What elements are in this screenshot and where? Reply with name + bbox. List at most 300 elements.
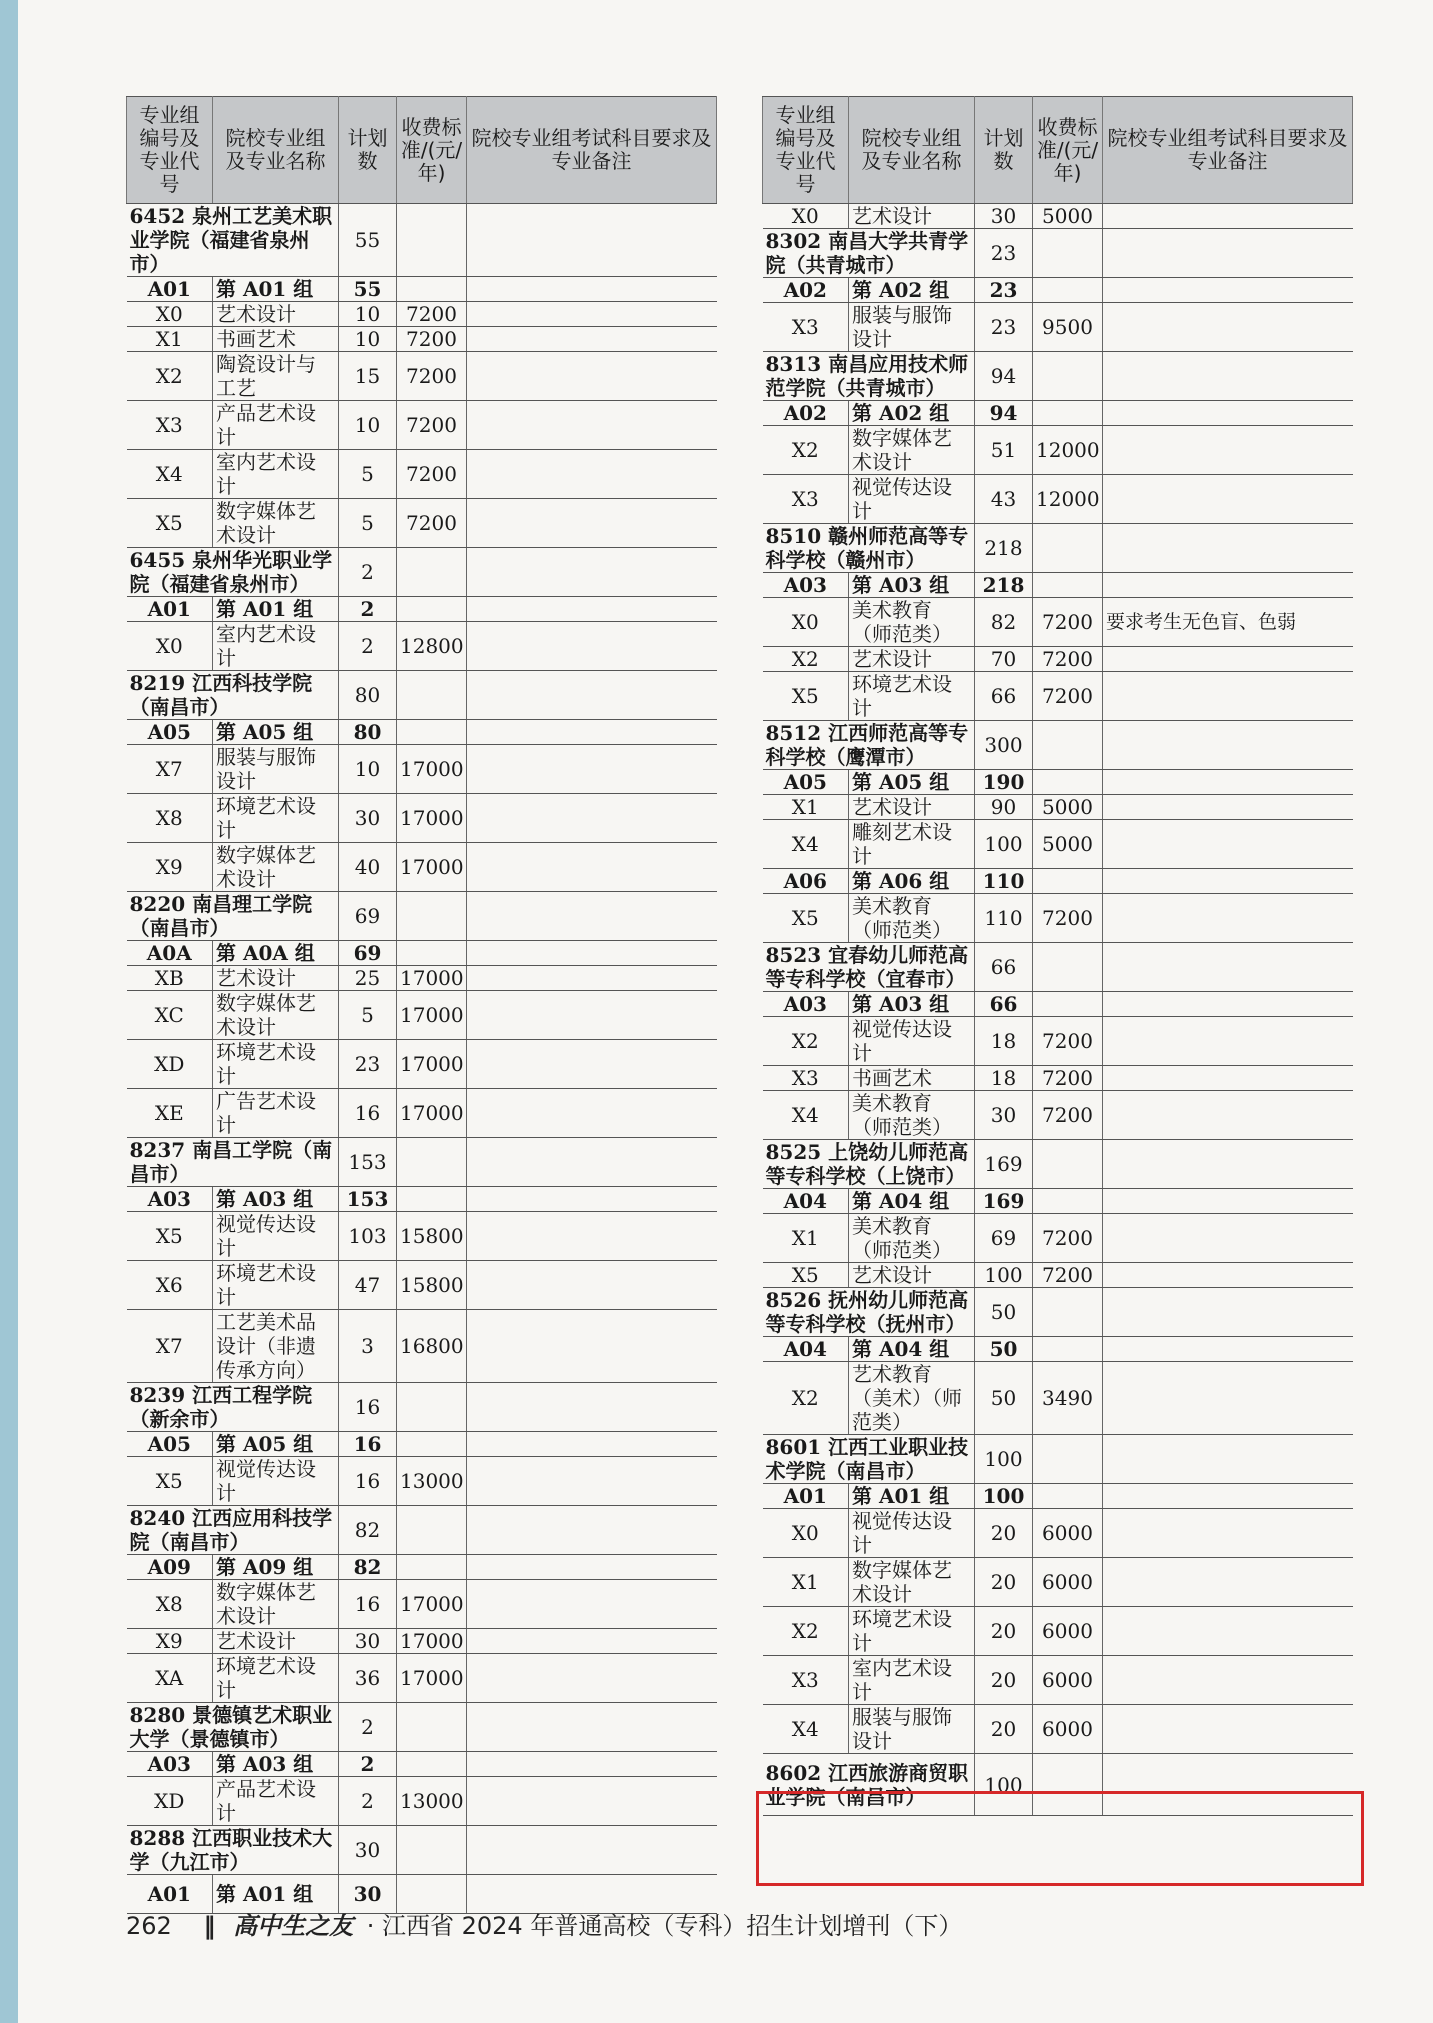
plan-count: 2 xyxy=(339,1777,397,1826)
school-name: 8313 南昌应用技术师范学院（共青城市） xyxy=(763,352,975,401)
fee-cell xyxy=(1033,1140,1103,1189)
notes-cell xyxy=(467,671,717,720)
plan-count: 169 xyxy=(975,1140,1033,1189)
fee-cell xyxy=(397,1187,467,1212)
fee-cell xyxy=(397,1383,467,1432)
fee-cell: 7200 xyxy=(1033,647,1103,672)
major-code: X1 xyxy=(127,327,213,352)
major-row xyxy=(763,1263,1353,1288)
plan-count: 36 xyxy=(339,1654,397,1703)
group-row xyxy=(127,1752,717,1777)
major-code: X3 xyxy=(763,303,849,352)
major-name: 视觉传达设计 xyxy=(849,1017,975,1066)
fee-cell xyxy=(1033,1435,1103,1484)
major-name: 产品艺术设计 xyxy=(213,401,339,450)
plan-count: 94 xyxy=(975,401,1033,426)
notes-cell xyxy=(1103,943,1353,992)
plan-count: 10 xyxy=(339,327,397,352)
plan-table-right xyxy=(762,96,1353,1816)
major-name: 视觉传达设计 xyxy=(213,1212,339,1261)
major-code: X4 xyxy=(127,450,213,499)
major-name: 第 A01 组 xyxy=(849,1484,975,1509)
plan-count: 20 xyxy=(975,1509,1033,1558)
major-name: 第 A05 组 xyxy=(213,1432,339,1457)
major-row xyxy=(763,1091,1353,1140)
major-code: A02 xyxy=(763,278,849,303)
plan-count: 18 xyxy=(975,1066,1033,1091)
major-name: 第 A04 组 xyxy=(849,1337,975,1362)
fee-cell: 6000 xyxy=(1033,1558,1103,1607)
fee-cell: 12800 xyxy=(397,622,467,671)
fee-cell xyxy=(1033,401,1103,426)
notes-cell xyxy=(467,302,717,327)
major-name: 陶瓷设计与工艺 xyxy=(213,352,339,401)
school-name: 8237 南昌工学院（南昌市） xyxy=(127,1138,339,1187)
plan-count: 2 xyxy=(339,1703,397,1752)
plan-count: 10 xyxy=(339,401,397,450)
notes-cell xyxy=(1103,1214,1353,1263)
major-name: 第 A09 组 xyxy=(213,1555,339,1580)
notes-cell xyxy=(1103,1484,1353,1509)
major-name: 视觉传达设计 xyxy=(849,1509,975,1558)
major-name: 服装与服饰设计 xyxy=(849,303,975,352)
fee-cell xyxy=(397,1138,467,1187)
major-code: A01 xyxy=(127,597,213,622)
school-row xyxy=(763,1435,1353,1484)
notes-cell xyxy=(467,597,717,622)
group-row xyxy=(127,277,717,302)
fee-cell: 7200 xyxy=(1033,598,1103,647)
major-row xyxy=(127,1089,717,1138)
table-body-left xyxy=(127,204,717,1914)
major-code: A05 xyxy=(763,770,849,795)
major-name: 美术教育（师范类） xyxy=(849,1214,975,1263)
fee-cell: 7200 xyxy=(1033,672,1103,721)
notes-cell xyxy=(467,1654,717,1703)
major-row xyxy=(763,426,1353,475)
group-row xyxy=(763,869,1353,894)
school-name: 6455 泉州华光职业学院（福建省泉州市） xyxy=(127,548,339,597)
major-name: 第 A01 组 xyxy=(213,1875,339,1914)
major-row xyxy=(763,1066,1353,1091)
fee-cell xyxy=(397,1826,467,1875)
major-row xyxy=(127,991,717,1040)
notes-cell xyxy=(1103,1017,1353,1066)
major-code: XC xyxy=(127,991,213,1040)
notes-cell xyxy=(467,450,717,499)
plan-count: 110 xyxy=(975,894,1033,943)
plan-count: 110 xyxy=(975,869,1033,894)
notes-cell xyxy=(467,843,717,892)
notes-cell xyxy=(1103,524,1353,573)
header-plan: 计划数 xyxy=(339,97,397,204)
notes-cell xyxy=(1103,1705,1353,1754)
plan-count: 20 xyxy=(975,1656,1033,1705)
school-row xyxy=(127,204,717,277)
fee-cell: 5000 xyxy=(1033,820,1103,869)
fee-cell: 13000 xyxy=(397,1457,467,1506)
page-footer xyxy=(126,1906,962,1941)
fee-cell xyxy=(1033,352,1103,401)
plan-count: 50 xyxy=(975,1362,1033,1435)
fee-cell: 17000 xyxy=(397,1580,467,1629)
school-row xyxy=(127,1506,717,1555)
notes-cell xyxy=(1103,204,1353,229)
plan-count: 94 xyxy=(975,352,1033,401)
group-row xyxy=(127,720,717,745)
notes-cell xyxy=(467,1580,717,1629)
fee-cell xyxy=(1033,278,1103,303)
plan-count: 80 xyxy=(339,671,397,720)
major-row xyxy=(763,647,1353,672)
notes-cell xyxy=(467,499,717,548)
major-code: A04 xyxy=(763,1189,849,1214)
fee-cell xyxy=(1033,869,1103,894)
major-row xyxy=(127,327,717,352)
school-row xyxy=(127,548,717,597)
plan-count: 66 xyxy=(975,672,1033,721)
fee-cell xyxy=(397,1752,467,1777)
notes-cell xyxy=(467,327,717,352)
major-name: 第 A06 组 xyxy=(849,869,975,894)
publication-title: · 江西省 2024 年普通高校（专科）招生计划增刊（下） xyxy=(366,1912,963,1940)
notes-cell xyxy=(1103,894,1353,943)
notes-cell xyxy=(467,1089,717,1138)
fee-cell: 15800 xyxy=(397,1212,467,1261)
major-code: X1 xyxy=(763,795,849,820)
plan-count: 55 xyxy=(339,277,397,302)
header-notes: 院校专业组考试科目要求及专业备注 xyxy=(1103,97,1353,204)
major-code: X7 xyxy=(127,745,213,794)
school-name: 8240 江西应用科技学院（南昌市） xyxy=(127,1506,339,1555)
fee-cell: 17000 xyxy=(397,1629,467,1654)
plan-count: 20 xyxy=(975,1558,1033,1607)
major-row xyxy=(127,794,717,843)
fee-cell: 7200 xyxy=(397,499,467,548)
major-name: 视觉传达设计 xyxy=(213,1457,339,1506)
major-name: 第 A0A 组 xyxy=(213,941,339,966)
notes-cell xyxy=(1103,352,1353,401)
fee-cell: 7200 xyxy=(1033,1263,1103,1288)
notes-cell xyxy=(467,966,717,991)
major-code: X2 xyxy=(763,1362,849,1435)
school-row xyxy=(763,1140,1353,1189)
plan-count: 16 xyxy=(339,1432,397,1457)
fee-cell xyxy=(1033,229,1103,278)
fee-cell: 7200 xyxy=(397,401,467,450)
notes-cell xyxy=(467,352,717,401)
fee-cell: 13000 xyxy=(397,1777,467,1826)
header-code: 专业组编号及专业代号 xyxy=(763,97,849,204)
major-code: X5 xyxy=(127,1212,213,1261)
fee-cell: 5000 xyxy=(1033,795,1103,820)
major-row xyxy=(763,894,1353,943)
group-row xyxy=(763,770,1353,795)
fee-cell xyxy=(1033,1484,1103,1509)
major-code: X5 xyxy=(763,1263,849,1288)
school-row xyxy=(127,892,717,941)
major-code: A02 xyxy=(763,401,849,426)
notes-cell xyxy=(467,1506,717,1555)
notes-cell xyxy=(467,1261,717,1310)
major-code: X0 xyxy=(127,302,213,327)
fee-cell: 7200 xyxy=(397,352,467,401)
fee-cell: 17000 xyxy=(397,843,467,892)
plan-count: 5 xyxy=(339,991,397,1040)
fee-cell: 12000 xyxy=(1033,426,1103,475)
plan-count: 40 xyxy=(339,843,397,892)
major-name: 环境艺术设计 xyxy=(213,1040,339,1089)
notes-cell xyxy=(1103,1091,1353,1140)
major-code: X2 xyxy=(763,1017,849,1066)
notes-cell xyxy=(1103,573,1353,598)
school-row xyxy=(127,671,717,720)
major-row xyxy=(127,1580,717,1629)
major-name: 第 A03 组 xyxy=(213,1187,339,1212)
major-code: A01 xyxy=(763,1484,849,1509)
major-row xyxy=(763,795,1353,820)
school-name: 8280 景德镇艺术职业大学（景德镇市） xyxy=(127,1703,339,1752)
major-code: A01 xyxy=(127,277,213,302)
major-code: A05 xyxy=(127,1432,213,1457)
school-row xyxy=(763,1288,1353,1337)
major-name: 环境艺术设计 xyxy=(213,1654,339,1703)
notes-cell xyxy=(467,277,717,302)
plan-count: 30 xyxy=(339,1875,397,1914)
major-row xyxy=(763,598,1353,647)
notes-cell xyxy=(467,622,717,671)
notes-cell xyxy=(1103,1066,1353,1091)
notes-cell xyxy=(1103,1607,1353,1656)
major-code: X4 xyxy=(763,1091,849,1140)
plan-count: 300 xyxy=(975,721,1033,770)
major-row xyxy=(127,1212,717,1261)
notes-cell xyxy=(467,794,717,843)
school-row xyxy=(763,524,1353,573)
fee-cell: 7200 xyxy=(1033,1066,1103,1091)
fee-cell: 12000 xyxy=(1033,475,1103,524)
page-number: 262 xyxy=(126,1912,172,1940)
major-code: X0 xyxy=(763,1509,849,1558)
footer-separator: ‖ xyxy=(203,1912,216,1940)
school-name: 8602 江西旅游商贸职业学院（南昌市） xyxy=(763,1754,975,1816)
notes-cell xyxy=(1103,795,1353,820)
major-name: 服装与服饰设计 xyxy=(213,745,339,794)
notes-cell xyxy=(1103,1140,1353,1189)
major-name: 环境艺术设计 xyxy=(849,1607,975,1656)
plan-count: 18 xyxy=(975,1017,1033,1066)
school-row xyxy=(763,721,1353,770)
major-row xyxy=(763,672,1353,721)
plan-count: 100 xyxy=(975,1484,1033,1509)
fee-cell: 15800 xyxy=(397,1261,467,1310)
header-code: 专业组编号及专业代号 xyxy=(127,97,213,204)
notes-cell xyxy=(1103,992,1353,1017)
plan-count: 70 xyxy=(975,647,1033,672)
major-code: X5 xyxy=(127,499,213,548)
fee-cell: 7200 xyxy=(397,327,467,352)
major-code: A03 xyxy=(127,1752,213,1777)
major-row xyxy=(763,475,1353,524)
group-row xyxy=(127,1432,717,1457)
notes-cell xyxy=(467,548,717,597)
notes-cell xyxy=(1103,1189,1353,1214)
major-row xyxy=(763,1705,1353,1754)
notes-cell xyxy=(467,1752,717,1777)
notes-cell xyxy=(467,1040,717,1089)
fee-cell xyxy=(1033,573,1103,598)
major-name: 室内艺术设计 xyxy=(849,1656,975,1705)
major-name: 第 A03 组 xyxy=(213,1752,339,1777)
major-name: 第 A02 组 xyxy=(849,401,975,426)
major-name: 第 A01 组 xyxy=(213,597,339,622)
highlight-box xyxy=(756,1791,1364,1886)
plan-count: 80 xyxy=(339,720,397,745)
plan-count: 2 xyxy=(339,597,397,622)
notes-cell xyxy=(467,1555,717,1580)
notes-cell xyxy=(1103,1337,1353,1362)
header-plan: 计划数 xyxy=(975,97,1033,204)
fee-cell xyxy=(1033,1288,1103,1337)
major-code: X5 xyxy=(763,672,849,721)
major-name: 第 A03 组 xyxy=(849,573,975,598)
major-code: X4 xyxy=(763,820,849,869)
major-row xyxy=(127,1040,717,1089)
fee-cell: 6000 xyxy=(1033,1656,1103,1705)
major-code: X3 xyxy=(763,1066,849,1091)
plan-count: 50 xyxy=(975,1288,1033,1337)
table-body-right xyxy=(763,204,1353,1816)
major-row xyxy=(127,745,717,794)
major-row xyxy=(127,401,717,450)
plan-count: 100 xyxy=(975,820,1033,869)
notes-cell xyxy=(1103,820,1353,869)
header-name: 院校专业组及专业名称 xyxy=(849,97,975,204)
fee-cell: 17000 xyxy=(397,991,467,1040)
fee-cell: 17000 xyxy=(397,1654,467,1703)
fee-cell: 7200 xyxy=(1033,1017,1103,1066)
school-row xyxy=(763,352,1353,401)
fee-cell: 7200 xyxy=(1033,894,1103,943)
major-name: 美术教育（师范类） xyxy=(849,598,975,647)
group-row xyxy=(763,1337,1353,1362)
plan-count: 55 xyxy=(339,204,397,277)
major-code: X2 xyxy=(763,1607,849,1656)
major-name: 环境艺术设计 xyxy=(849,672,975,721)
page-edge-stripe xyxy=(0,0,18,2023)
notes-cell xyxy=(1103,1656,1353,1705)
fee-cell: 6000 xyxy=(1033,1705,1103,1754)
school-name: 8239 江西工程学院（新余市） xyxy=(127,1383,339,1432)
major-code: X9 xyxy=(127,843,213,892)
major-row xyxy=(763,1362,1353,1435)
plan-count: 30 xyxy=(975,204,1033,229)
major-row xyxy=(127,843,717,892)
major-code: A03 xyxy=(127,1187,213,1212)
major-name: 第 A01 组 xyxy=(213,277,339,302)
major-name: 环境艺术设计 xyxy=(213,1261,339,1310)
school-row xyxy=(127,1383,717,1432)
notes-cell xyxy=(467,1383,717,1432)
table-header xyxy=(763,97,1353,204)
school-row xyxy=(763,229,1353,278)
notes-cell xyxy=(467,1826,717,1875)
notes-cell xyxy=(467,1432,717,1457)
fee-cell xyxy=(397,277,467,302)
fee-cell: 7200 xyxy=(1033,1214,1103,1263)
school-name: 6452 泉州工艺美术职业学院（福建省泉州市） xyxy=(127,204,339,277)
plan-count: 5 xyxy=(339,499,397,548)
notes-cell xyxy=(467,1629,717,1654)
major-name: 工艺美术品设计（非遗传承方向） xyxy=(213,1310,339,1383)
school-name: 8302 南昌大学共青学院（共青城市） xyxy=(763,229,975,278)
plan-count: 153 xyxy=(339,1187,397,1212)
major-name: 数字媒体艺术设计 xyxy=(213,843,339,892)
plan-count: 90 xyxy=(975,795,1033,820)
major-code: X0 xyxy=(127,622,213,671)
major-name: 第 A05 组 xyxy=(849,770,975,795)
plan-count: 50 xyxy=(975,1337,1033,1362)
major-row xyxy=(763,1558,1353,1607)
school-name: 8220 南昌理工学院（南昌市） xyxy=(127,892,339,941)
notes-cell xyxy=(467,745,717,794)
major-name: 环境艺术设计 xyxy=(213,794,339,843)
major-name: 数字媒体艺术设计 xyxy=(213,499,339,548)
major-code: X3 xyxy=(763,475,849,524)
major-name: 第 A03 组 xyxy=(849,992,975,1017)
plan-count: 82 xyxy=(339,1506,397,1555)
plan-count: 30 xyxy=(339,794,397,843)
school-name: 8288 江西职业技术大学（九江市） xyxy=(127,1826,339,1875)
fee-cell: 3490 xyxy=(1033,1362,1103,1435)
plan-count: 2 xyxy=(339,548,397,597)
plan-count: 47 xyxy=(339,1261,397,1310)
plan-count: 30 xyxy=(975,1091,1033,1140)
major-row xyxy=(763,820,1353,869)
notes-cell xyxy=(1103,721,1353,770)
major-row xyxy=(127,1629,717,1654)
notes-cell xyxy=(467,892,717,941)
major-row xyxy=(127,1654,717,1703)
plan-count: 30 xyxy=(339,1629,397,1654)
major-name: 数字媒体艺术设计 xyxy=(213,1580,339,1629)
group-row xyxy=(763,573,1353,598)
plan-count: 10 xyxy=(339,302,397,327)
plan-count: 100 xyxy=(975,1435,1033,1484)
major-row xyxy=(763,1214,1353,1263)
major-code: X3 xyxy=(763,1656,849,1705)
notes-cell xyxy=(1103,672,1353,721)
major-code: XD xyxy=(127,1777,213,1826)
major-code: XD xyxy=(127,1040,213,1089)
major-code: A05 xyxy=(127,720,213,745)
major-code: A03 xyxy=(763,573,849,598)
group-row xyxy=(127,597,717,622)
major-row xyxy=(127,966,717,991)
fee-cell xyxy=(397,597,467,622)
plan-count: 2 xyxy=(339,1752,397,1777)
major-name: 数字媒体艺术设计 xyxy=(213,991,339,1040)
school-name: 8526 抚州幼儿师范高等专科学校（抚州市） xyxy=(763,1288,975,1337)
fee-cell: 6000 xyxy=(1033,1509,1103,1558)
plan-count: 16 xyxy=(339,1089,397,1138)
major-code: X2 xyxy=(127,352,213,401)
notes-cell xyxy=(1103,1288,1353,1337)
group-row xyxy=(127,941,717,966)
major-name: 美术教育（师范类） xyxy=(849,1091,975,1140)
major-name: 艺术设计 xyxy=(213,1629,339,1654)
school-name: 8510 赣州师范高等专科学校（赣州市） xyxy=(763,524,975,573)
